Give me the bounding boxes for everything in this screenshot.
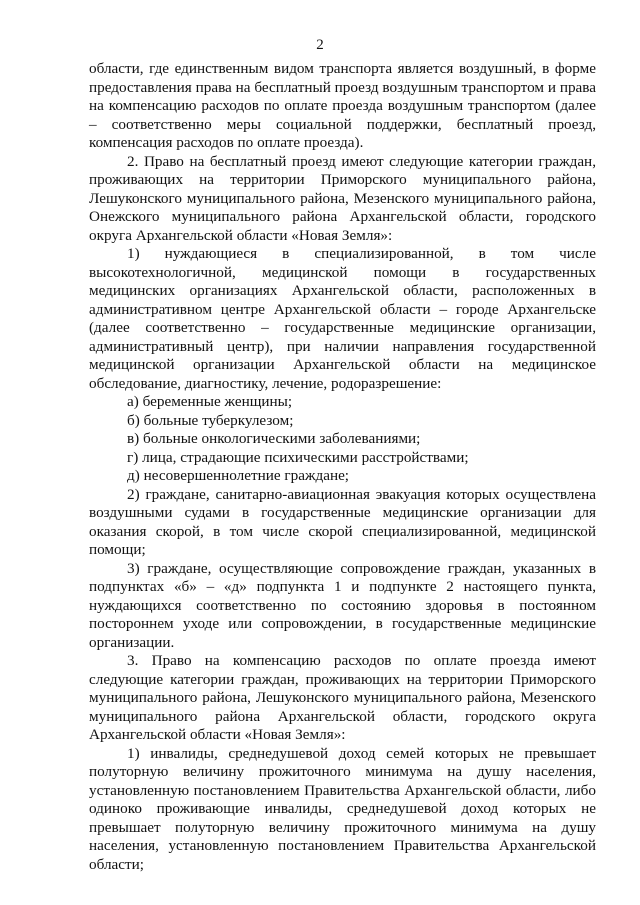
page-number: 2 <box>316 37 324 53</box>
paragraph-subpoint-1: 1) нуждающиеся в специализированной, в том числе высокотехнологичной, медицинской помощи в государственных медицинских организациях Архангельской области, расположенных в административном центре Архангельской области – городе Архангельске (далее соответственно – государственные медицинские организации, административный центр), при наличии направления государственной медицинской организации Архангельской области на медицинское обследование, диагностику, лечение, родоразрешение: <box>89 245 596 392</box>
paragraph-subpoint-2: 2) граждане, санитарно-авиационная эвакуация которых осуществлена воздушными судами в государственные медицинские организации для оказания скорой, в том числе скорой специализированной, медицинской помощи; <box>89 485 596 558</box>
list-item-a: а) беременные женщины; <box>127 393 293 410</box>
list-item-g: г) лица, страдающие психическими расстройствами; <box>127 448 469 466</box>
list-item-b: б) больные туберкулезом; <box>127 411 294 429</box>
list-item-v: в) больные онкологическими заболеваниями; <box>127 430 421 447</box>
document-body <box>89 60 596 874</box>
paragraph-subpoint-3: 3) граждане, осуществляющие сопровождение граждан, указанных в подпунктах «б» – «д» подпункта 1 и подпункте 2 настоящего пункта, нуждающихся соответственно по состоянию здоровья в постоянном постороннем уходе или сопровождении, в государственные медицинские организации. <box>89 559 596 651</box>
paragraph-point-3-subpoint-1: 1) инвалиды, среднедушевой доход семей которых не превышает полуторную величину прожиточного минимума на душу населения, установленную постановлением Правительства Архангельской области, либо одиноко проживающие инвалиды, среднедушевой доход которых не превышает полуторную величину прожиточного минимума на душу населения, установленную постановлением Правительства Архангельской области; <box>89 744 596 873</box>
paragraph-point-3: 3. Право на компенсацию расходов по оплате проезда имеют следующие категории граждан, проживающих на территории Приморского муниципального района, Лешуконского муниципального района, Мезенского муниципального района Архангельской области, городского округа Архангельской области «Новая Земля»: <box>89 652 596 743</box>
list-item-d: д) несовершеннолетние граждане; <box>127 467 350 484</box>
paragraph-point-2: 2. Право на бесплатный проезд имеют следующие категории граждан, проживающих на территории Приморского муниципального района, Лешуконского муниципального района, Мезенского муниципального района, Онежского муниципального района Архангельской области, городского округа Архангельской области «Новая Земля»: <box>89 152 596 244</box>
paragraph-continuation: области, где единственным видом транспорта является воздушный, в форме предоставления права на бесплатный проезд воздушным транспортом и права на компенсацию расходов по оплате проезда воздушным транспортом (далее – соответственно меры социальной поддержки, бесплатный проезд, компенсация расходов по оплате проезда). <box>89 60 596 151</box>
